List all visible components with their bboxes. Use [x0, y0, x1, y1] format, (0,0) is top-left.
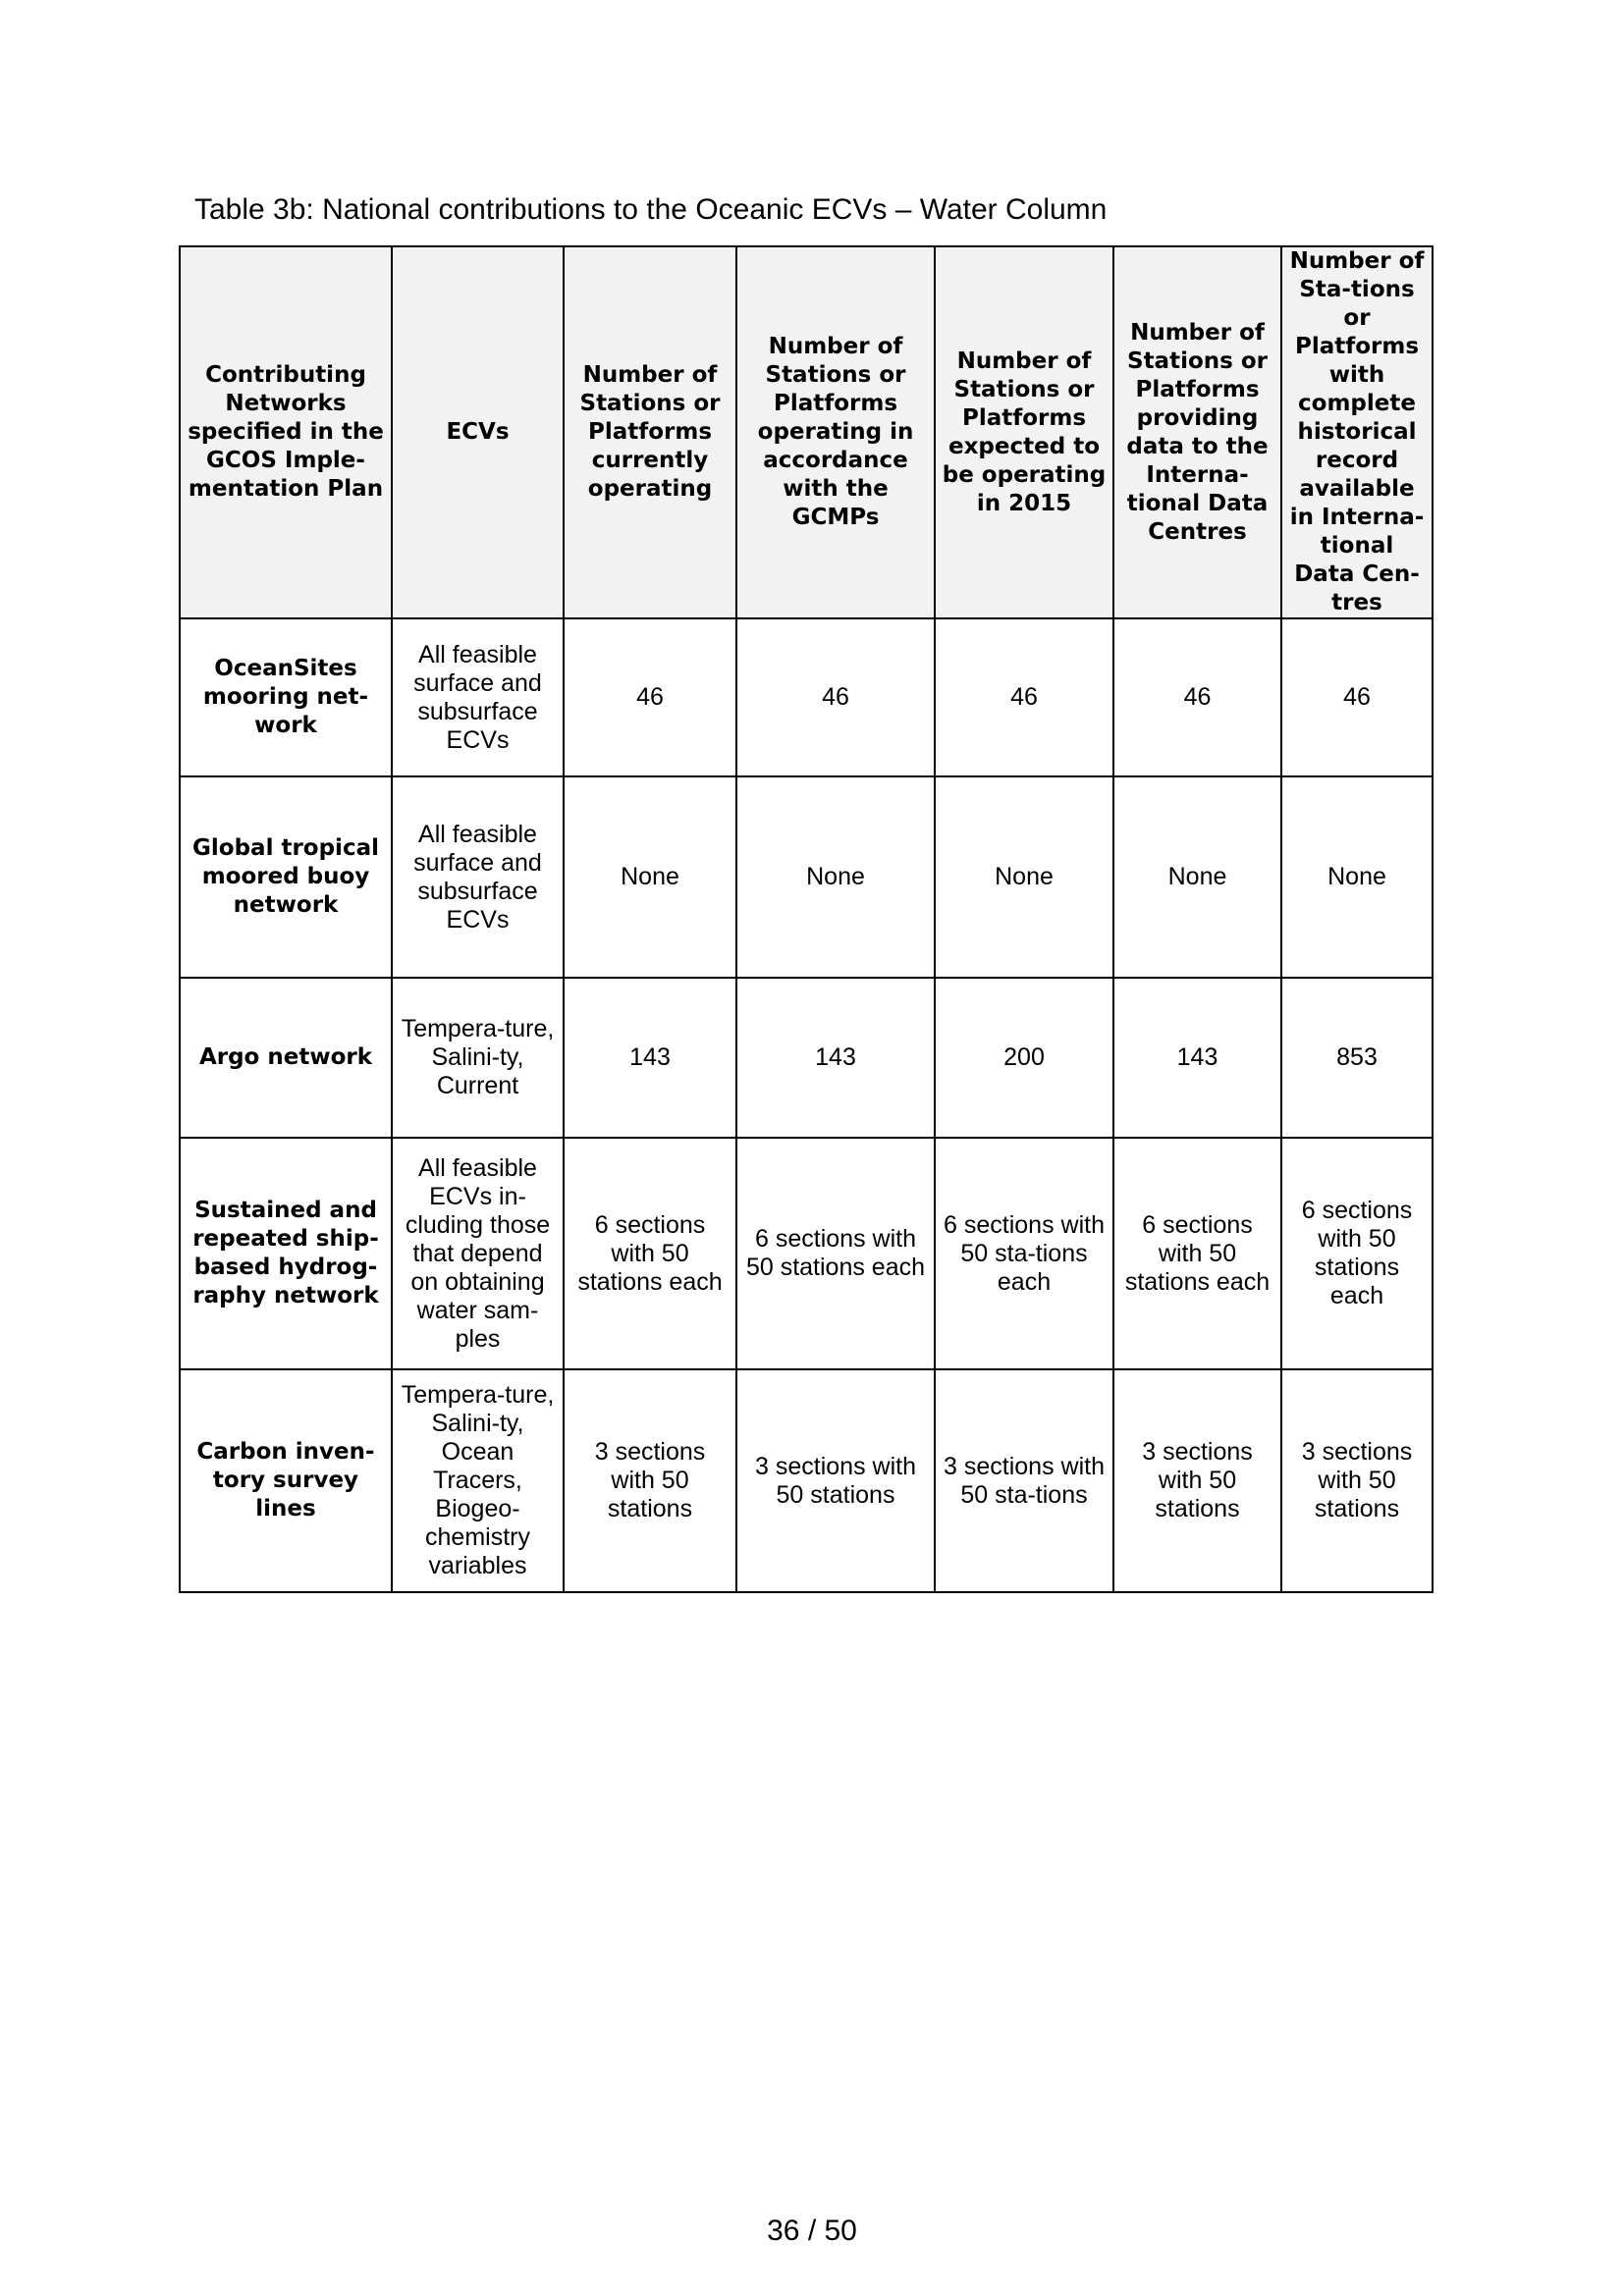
current-cell: 143 — [564, 978, 736, 1138]
current-cell: 6 sections with 50 stations each — [564, 1138, 736, 1369]
header-historical-record: Number of Sta-tions or Platforms with complete historical record available in Interna-tional Data Cen-tres — [1281, 246, 1433, 618]
gcmp-cell: 46 — [736, 618, 935, 776]
ecvs-cell: All feasible surface and subsurface ECVs — [392, 618, 564, 776]
historical-cell: 6 sections with 50 stations each — [1281, 1138, 1433, 1369]
historical-cell: 46 — [1281, 618, 1433, 776]
expected-2015-cell: None — [935, 776, 1113, 978]
header-expected-2015: Number of Stations or Platforms expected to be operating in 2015 — [935, 246, 1113, 618]
historical-cell: 3 sections with 50 stations — [1281, 1369, 1433, 1592]
table-row — [180, 978, 1433, 1138]
network-cell: Global tropical moored buoy network — [180, 776, 392, 978]
page-number: 36 / 50 — [767, 2215, 857, 2247]
table-row — [180, 776, 1433, 978]
current-cell: 3 sections with 50 stations — [564, 1369, 736, 1592]
expected-2015-cell: 46 — [935, 618, 1113, 776]
network-cell: Sustained and repeated ship-based hydrog-raphy network — [180, 1138, 392, 1369]
providing-cell: None — [1113, 776, 1281, 978]
ecvs-cell: All feasible surface and subsurface ECVs — [392, 776, 564, 978]
header-providing-data: Number of Stations or Platforms providing data to the Interna-tional Data Centres — [1113, 246, 1281, 618]
header-ecvs: ECVs — [392, 246, 564, 618]
providing-cell: 3 sections with 50 stations — [1113, 1369, 1281, 1592]
table-caption: Table 3b: National contributions to the Oceanic ECVs – Water Column — [194, 193, 1108, 226]
gcmp-cell: 3 sections with 50 stations — [736, 1369, 935, 1592]
gcmp-cell: 143 — [736, 978, 935, 1138]
current-cell: None — [564, 776, 736, 978]
network-cell: Carbon inven-tory survey lines — [180, 1369, 392, 1592]
ecvs-cell: Tempera-ture, Salini-ty, Ocean Tracers, Biogeo-chemistry variables — [392, 1369, 564, 1592]
providing-cell: 6 sections with 50 stations each — [1113, 1138, 1281, 1369]
providing-cell: 46 — [1113, 618, 1281, 776]
network-cell: Argo network — [180, 978, 392, 1138]
historical-cell: None — [1281, 776, 1433, 978]
expected-2015-cell: 6 sections with 50 sta-tions each — [935, 1138, 1113, 1369]
network-cell: OceanSites mooring net-work — [180, 618, 392, 776]
expected-2015-cell: 3 sections with 50 sta-tions — [935, 1369, 1113, 1592]
header-currently-operating: Number of Stations or Platforms currently operating — [564, 246, 736, 618]
header-row — [180, 246, 1433, 618]
gcmp-cell: None — [736, 776, 935, 978]
providing-cell: 143 — [1113, 978, 1281, 1138]
header-gcmp-accordance: Number of Stations or Platforms operating in accordance with the GCMPs — [736, 246, 935, 618]
table-row — [180, 618, 1433, 776]
ecvs-cell: Tempera-ture, Salini-ty, Current — [392, 978, 564, 1138]
expected-2015-cell: 200 — [935, 978, 1113, 1138]
current-cell: 46 — [564, 618, 736, 776]
water-column-table — [179, 245, 1434, 1593]
table-row — [180, 1138, 1433, 1369]
gcmp-cell: 6 sections with 50 stations each — [736, 1138, 935, 1369]
ecvs-cell: All feasible ECVs in-cluding those that depend on obtaining water sam-ples — [392, 1138, 564, 1369]
table-row — [180, 1369, 1433, 1592]
historical-cell: 853 — [1281, 978, 1433, 1138]
header-contributing-networks: Contributing Networks specified in the GCOS Imple-mentation Plan — [180, 246, 392, 618]
